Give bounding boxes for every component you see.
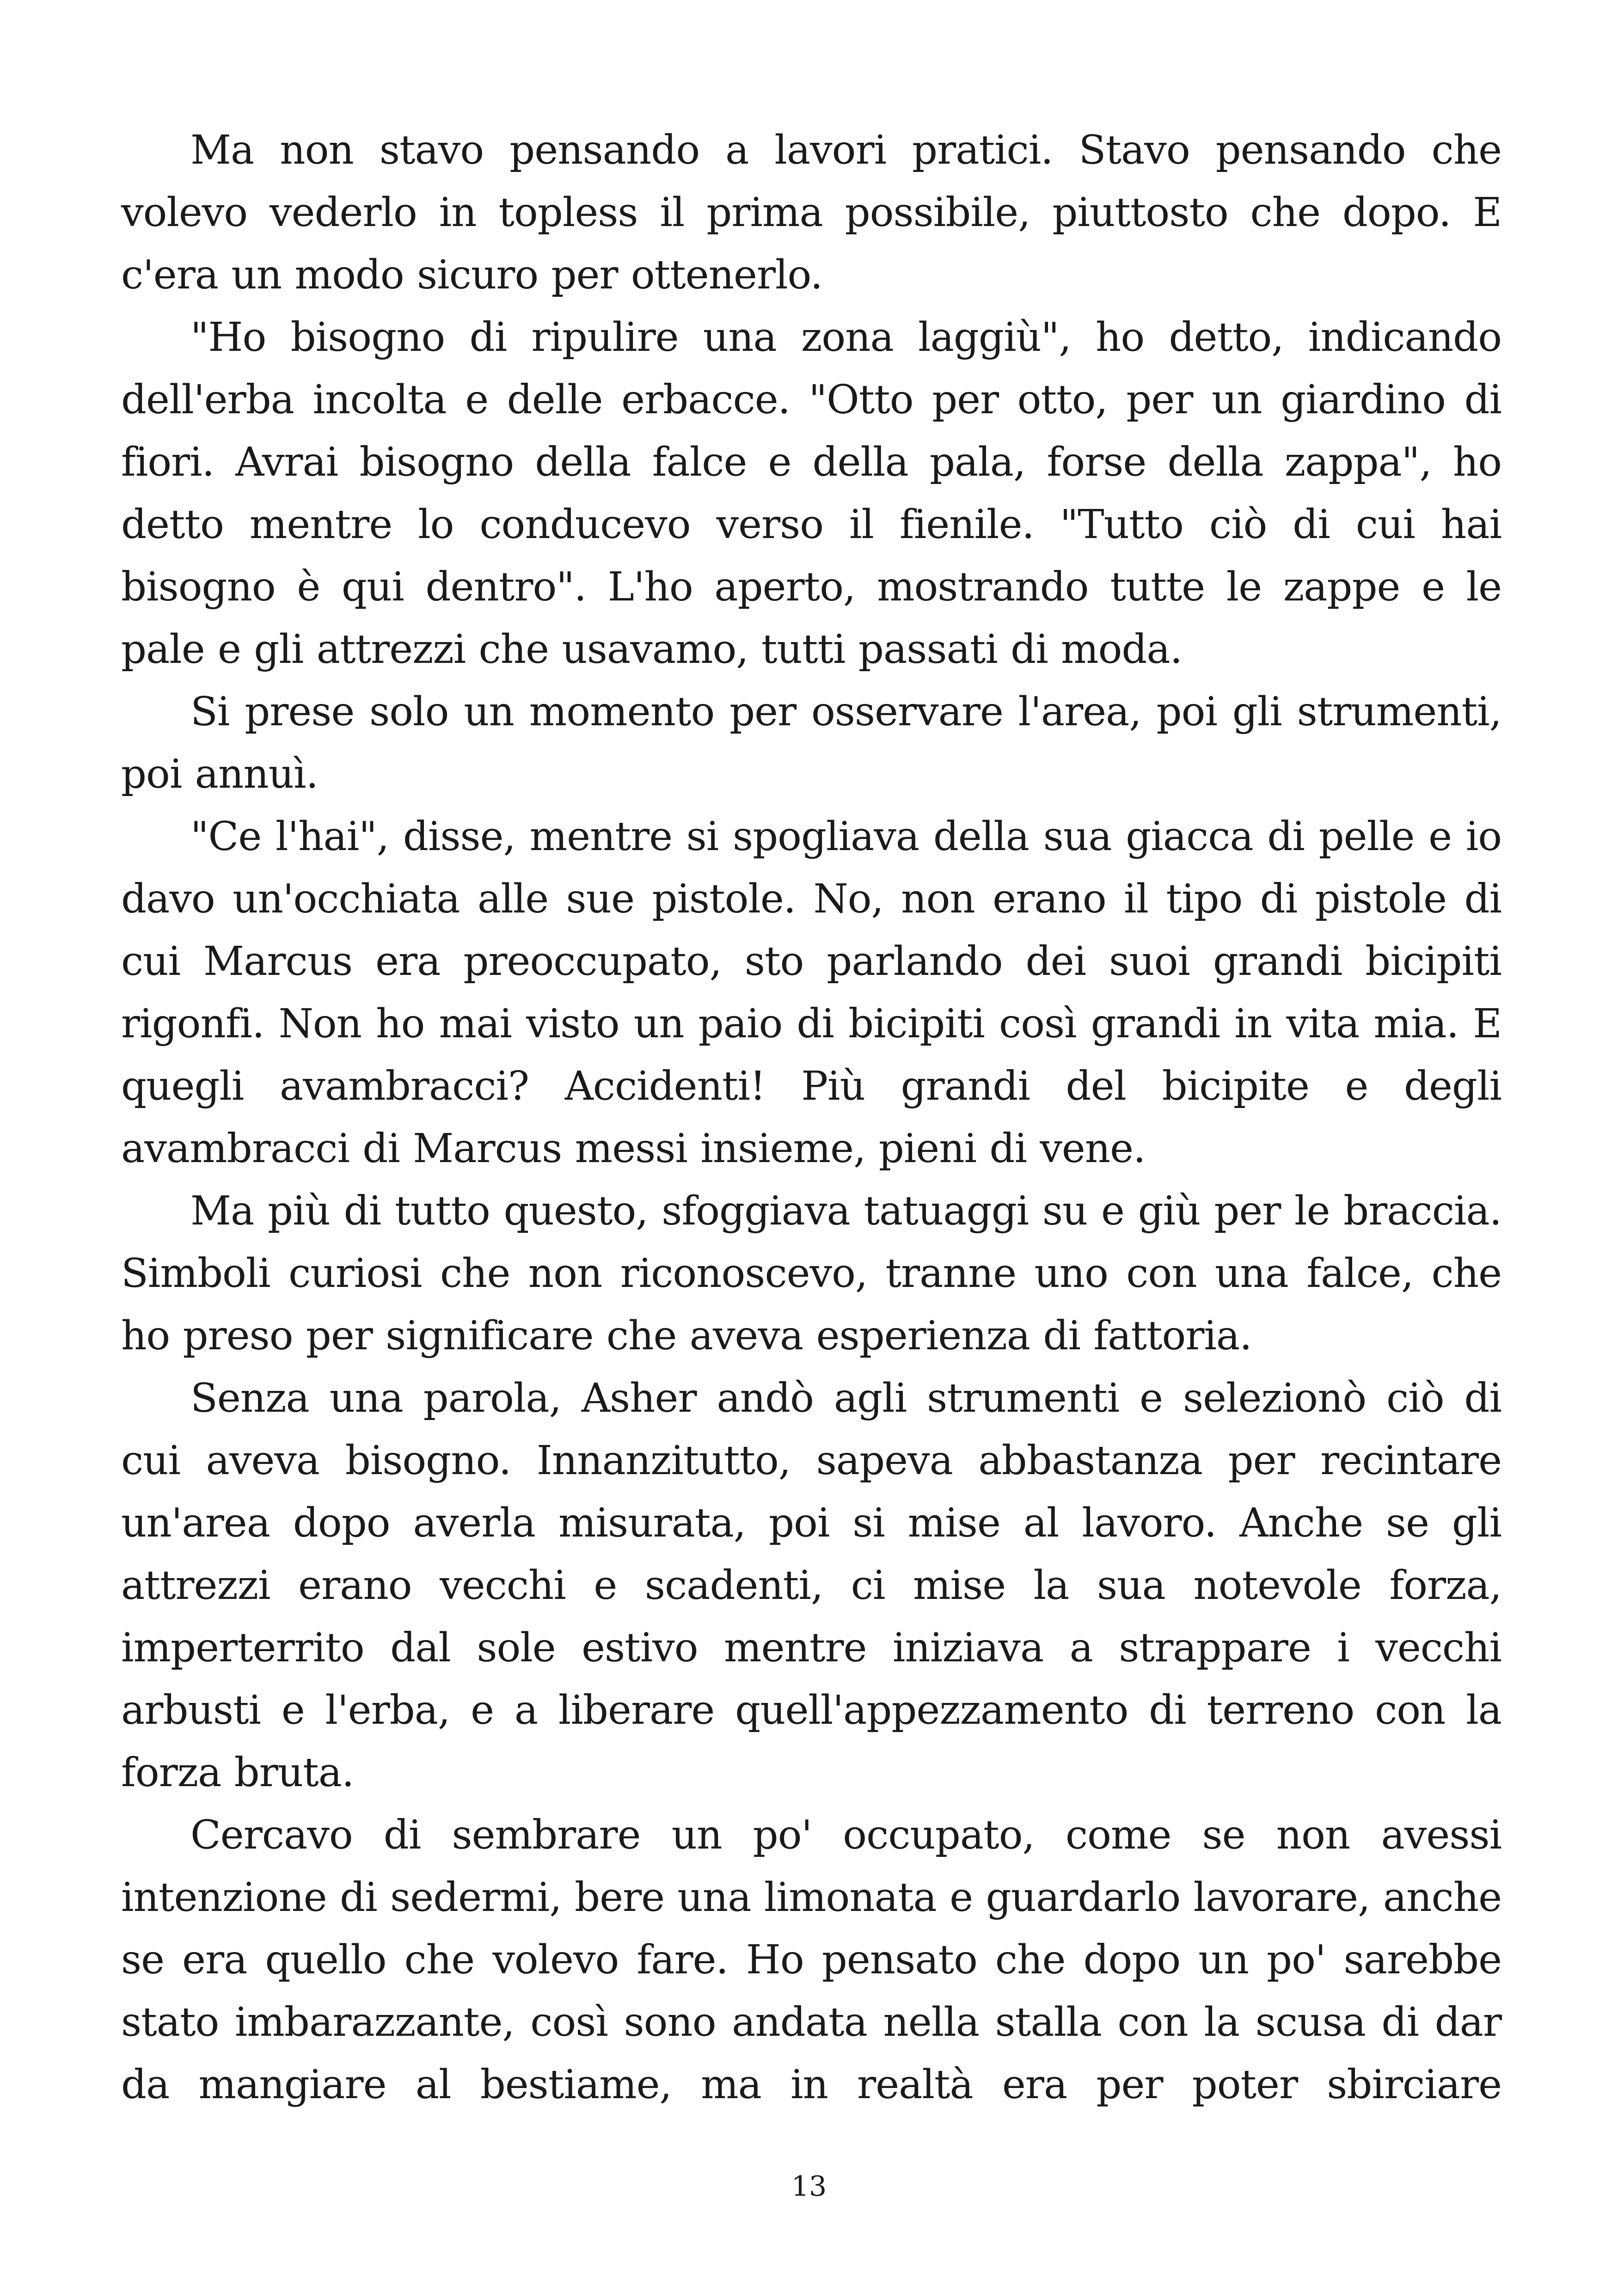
paragraph: Si prese solo un momento per osservare l'area, poi gli strumenti, poi annuì. [121,689,1502,797]
paragraph: Cercavo di sembrare un po' occupato, come se non avessi intenzione di sedermi, bere una limonata e guardarlo lavorare, anche se era quello che volevo fare. Ho pensato che dopo un po' sarebbe stato imbarazzante, così sono andata nella stalla con la scusa di dar da mangiare al bestiame, ma in realtà era per poter sbirciare [121,1812,1502,2108]
paragraph: "Ho bisogno di ripulire una zona laggiù", ho detto, indicando dell'erba incolta e delle erbacce. "Otto per otto, per un giardino di fiori. Avrai bisogno della falce e della pala, forse della zappa", ho detto mentre lo conducevo verso il fienile. "Tutto ciò di cui hai bisogno è qui dentro". L'ho aperto, mostrando tutte le zappe e le pale e gli attrezzi che usavamo, tutti passati di moda. [121,314,1502,673]
paragraph: Ma più di tutto questo, sfoggiava tatuaggi su e giù per le braccia. Simboli curiosi che non riconoscevo, tranne uno con una falce, che ho preso per significare che aveva esperienza di fattoria. [121,1188,1502,1359]
paragraph: Senza una parola, Asher andò agli strumenti e selezionò ciò di cui aveva bisogno. Innanzitutto, sapeva abbastanza per recintare un'area dopo averla misurata, poi si mise al lavoro. Anche se gli attrezzi erano vecchi e scadenti, ci mise la sua notevole forza, imperterrito dal sole estivo mentre iniziava a strappare i vecchi arbusti e l'erba, e a liberare quell'appezzamento di terreno con la forza bruta. [121,1375,1502,1796]
paragraph: Ma non stavo pensando a lavori pratici. Stavo pensando che volevo vederlo in topless il prima possibile, piuttosto che dopo. E c'era un modo sicuro per ottenerlo. [121,127,1502,298]
page-body [121,119,1502,2116]
page-number: 13 [791,2170,827,2203]
paragraph: "Ce l'hai", disse, mentre si spogliava della sua giacca di pelle e io davo un'occhiata alle sue pistole. No, non erano il tipo di pistole di cui Marcus era preoccupato, sto parlando dei suoi grandi bicipiti rigonfi. Non ho mai visto un paio di bicipiti così grandi in vita mia. E quegli avambracci? Accidenti! Più grandi del bicipite e degli avambracci di Marcus messi insieme, pieni di vene. [121,814,1502,1172]
